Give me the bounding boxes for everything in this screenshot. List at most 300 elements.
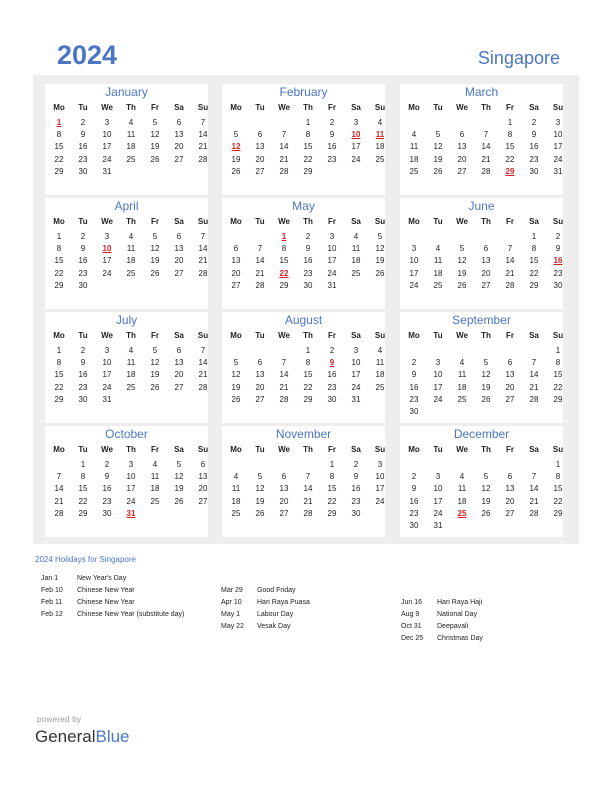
day-cell: 29 xyxy=(553,394,563,404)
weekday-header: Th xyxy=(481,217,491,226)
day-cell: 21 xyxy=(529,382,539,392)
day-cell: 18 xyxy=(409,154,419,164)
weekday-header: Sa xyxy=(529,217,539,226)
day-cell: 11 xyxy=(375,358,385,368)
day-cell: 28 xyxy=(198,382,208,392)
weekday-header: We xyxy=(101,217,113,226)
day-cell: 23 xyxy=(327,382,337,392)
day-cell: 21 xyxy=(279,154,289,164)
day-cell: 29 xyxy=(303,394,313,404)
month-name: January xyxy=(105,85,148,99)
weekday-header: Sa xyxy=(174,331,184,340)
day-cell: 19 xyxy=(174,484,184,494)
weekday-header: Mo xyxy=(230,445,242,454)
day-cell: 14 xyxy=(198,358,208,368)
day-cell: 8 xyxy=(305,358,311,368)
day-cell: 26 xyxy=(433,166,443,176)
weekday-header: Fr xyxy=(328,445,336,454)
month-october xyxy=(45,426,208,537)
weekday-header: Mo xyxy=(230,331,242,340)
day-cell: 20 xyxy=(279,496,289,506)
day-cell: 15 xyxy=(279,256,289,266)
day-cell: 29 xyxy=(303,166,313,176)
day-cell: 9 xyxy=(353,472,359,482)
day-cell: 6 xyxy=(200,460,206,469)
day-cell: 12 xyxy=(150,244,160,254)
day-cell: 7 xyxy=(200,346,206,355)
day-cell: 4 xyxy=(459,472,465,482)
holiday-day-cell: 1 xyxy=(281,232,287,241)
day-cell: 14 xyxy=(481,142,491,152)
day-cell: 23 xyxy=(303,268,313,278)
weekday-header: Th xyxy=(481,103,491,112)
day-cell: 25 xyxy=(150,496,160,506)
weekday-header: Tu xyxy=(433,217,443,226)
day-cell: 18 xyxy=(351,256,361,266)
day-cell: 4 xyxy=(411,130,417,140)
day-cell: 20 xyxy=(255,154,265,164)
weekday-header: We xyxy=(278,445,290,454)
day-cell: 5 xyxy=(233,358,239,368)
day-cell: 15 xyxy=(553,370,563,380)
day-cell: 26 xyxy=(174,496,184,506)
day-cell: 3 xyxy=(411,244,417,254)
day-cell: 28 xyxy=(529,508,539,518)
day-cell: 30 xyxy=(78,280,88,290)
day-cell: 13 xyxy=(457,142,467,152)
day-cell: 18 xyxy=(375,142,385,152)
weekday-header: We xyxy=(456,103,468,112)
holiday-row xyxy=(221,598,310,607)
day-cell: 5 xyxy=(152,118,158,127)
day-cell: 11 xyxy=(351,244,361,254)
day-cell: 21 xyxy=(54,496,64,506)
day-cell: 1 xyxy=(305,346,311,355)
day-cell: 26 xyxy=(375,268,385,278)
day-cell: 15 xyxy=(54,370,64,380)
day-cell: 15 xyxy=(505,142,515,152)
day-cell: 8 xyxy=(56,358,62,368)
month-april xyxy=(45,198,208,309)
day-cell: 24 xyxy=(553,154,563,164)
day-cell: 26 xyxy=(150,154,160,164)
day-cell: 20 xyxy=(174,370,184,380)
holiday-row xyxy=(221,586,296,595)
weekday-header: Fr xyxy=(151,331,159,340)
day-cell: 20 xyxy=(198,484,208,494)
holiday-name: Good Friday xyxy=(257,587,296,594)
day-cell: 21 xyxy=(529,496,539,506)
holiday-row xyxy=(221,622,290,631)
day-cell: 3 xyxy=(104,232,110,241)
holiday-date: Feb 12 xyxy=(41,611,63,618)
weekday-header: Th xyxy=(126,217,136,226)
logo-text-general: General xyxy=(35,727,96,746)
day-cell: 1 xyxy=(555,346,561,355)
day-cell: 1 xyxy=(56,346,62,355)
day-cell: 29 xyxy=(54,166,64,176)
weekday-header: Su xyxy=(374,217,386,226)
day-cell: 7 xyxy=(507,244,513,254)
holiday-day-cell: 12 xyxy=(231,142,241,152)
day-cell: 6 xyxy=(176,118,182,127)
month-august xyxy=(222,312,385,423)
day-cell: 9 xyxy=(555,244,561,254)
day-cell: 26 xyxy=(150,268,160,278)
holiday-date: Jan 1 xyxy=(41,575,59,582)
day-cell: 29 xyxy=(54,280,64,290)
day-cell: 31 xyxy=(351,394,361,404)
day-cell: 20 xyxy=(505,496,515,506)
weekday-header: Su xyxy=(197,445,209,454)
day-cell: 13 xyxy=(279,484,289,494)
day-cell: 17 xyxy=(102,370,112,380)
day-cell: 4 xyxy=(128,118,134,127)
holiday-row xyxy=(221,610,293,619)
day-cell: 31 xyxy=(433,521,443,530)
day-cell: 1 xyxy=(56,232,62,241)
weekday-header: Mo xyxy=(230,103,242,112)
day-cell: 2 xyxy=(411,472,417,482)
day-cell: 5 xyxy=(152,346,158,355)
day-cell: 19 xyxy=(231,382,241,392)
weekday-header: We xyxy=(101,331,113,340)
day-cell: 11 xyxy=(457,370,467,380)
day-cell: 16 xyxy=(327,370,337,380)
weekday-header: Su xyxy=(552,331,564,340)
day-cell: 6 xyxy=(233,244,239,254)
holiday-date: Oct 31 xyxy=(401,623,422,630)
day-cell: 17 xyxy=(351,370,361,380)
weekday-header: Fr xyxy=(151,103,159,112)
day-cell: 26 xyxy=(255,508,265,518)
day-cell: 16 xyxy=(351,484,361,494)
day-cell: 21 xyxy=(279,382,289,392)
day-cell: 15 xyxy=(78,484,88,494)
day-cell: 9 xyxy=(411,370,417,380)
day-cell: 19 xyxy=(255,496,265,506)
weekday-header: Tu xyxy=(78,331,88,340)
holiday-name: Chinese New Year (substitute day) xyxy=(77,611,185,618)
weekday-header: Tu xyxy=(255,103,265,112)
holiday-row xyxy=(41,598,135,607)
day-cell: 11 xyxy=(126,244,136,254)
day-cell: 24 xyxy=(102,382,112,392)
day-cell: 15 xyxy=(327,484,337,494)
day-cell: 8 xyxy=(56,130,62,140)
day-cell: 11 xyxy=(409,142,419,152)
day-cell: 9 xyxy=(411,484,417,494)
day-cell: 18 xyxy=(231,496,241,506)
day-cell: 6 xyxy=(176,232,182,241)
day-cell: 25 xyxy=(375,154,385,164)
holiday-date: Mar 29 xyxy=(221,587,243,594)
day-cell: 23 xyxy=(78,268,88,278)
day-cell: 2 xyxy=(80,118,86,127)
day-cell: 12 xyxy=(255,484,265,494)
day-cell: 11 xyxy=(126,358,136,368)
weekday-header: Th xyxy=(126,331,136,340)
weekday-header: We xyxy=(101,103,113,112)
day-cell: 29 xyxy=(279,280,289,290)
weekday-header: Mo xyxy=(408,103,420,112)
day-cell: 11 xyxy=(126,130,136,140)
day-cell: 1 xyxy=(555,460,561,469)
weekday-header: Tu xyxy=(433,445,443,454)
weekday-header: Fr xyxy=(328,217,336,226)
day-cell: 21 xyxy=(198,142,208,152)
holiday-name: Christmas Day xyxy=(437,635,483,642)
day-cell: 2 xyxy=(104,460,110,469)
day-cell: 5 xyxy=(483,472,489,482)
day-cell: 28 xyxy=(198,154,208,164)
day-cell: 7 xyxy=(531,472,537,482)
generalblue-logo[interactable] xyxy=(35,727,130,747)
day-cell: 19 xyxy=(150,370,160,380)
holiday-day-cell: 10 xyxy=(102,244,112,254)
weekday-header: Su xyxy=(197,103,209,112)
weekday-header: Su xyxy=(552,217,564,226)
day-cell: 17 xyxy=(102,142,112,152)
month-name: February xyxy=(279,85,328,99)
weekday-header: Th xyxy=(303,217,313,226)
day-cell: 25 xyxy=(375,382,385,392)
day-cell: 17 xyxy=(433,382,443,392)
powered-by-text: powered by xyxy=(37,715,82,724)
day-cell: 23 xyxy=(409,508,419,518)
day-cell: 8 xyxy=(56,244,62,254)
day-cell: 15 xyxy=(303,142,313,152)
day-cell: 12 xyxy=(433,142,443,152)
day-cell: 15 xyxy=(303,370,313,380)
day-cell: 1 xyxy=(531,232,537,241)
day-cell: 24 xyxy=(351,154,361,164)
day-cell: 12 xyxy=(375,244,385,254)
day-cell: 22 xyxy=(505,154,515,164)
weekday-header: Th xyxy=(303,445,313,454)
day-cell: 14 xyxy=(279,142,289,152)
month-name: March xyxy=(464,85,499,99)
weekday-header: We xyxy=(456,445,468,454)
day-cell: 27 xyxy=(457,166,467,176)
logo-text-blue: Blue xyxy=(95,727,130,746)
day-cell: 7 xyxy=(56,472,62,482)
day-cell: 24 xyxy=(126,496,136,506)
day-cell: 30 xyxy=(78,166,88,176)
holiday-row xyxy=(41,586,135,595)
weekday-header: Sa xyxy=(174,217,184,226)
holiday-row xyxy=(41,574,126,583)
day-cell: 20 xyxy=(255,382,265,392)
day-cell: 31 xyxy=(102,166,112,176)
day-cell: 25 xyxy=(231,508,241,518)
weekday-header: Sa xyxy=(351,217,361,226)
day-cell: 30 xyxy=(409,407,419,416)
weekday-header: Fr xyxy=(506,331,514,340)
weekday-header: Su xyxy=(374,103,386,112)
weekday-header: Mo xyxy=(53,331,65,340)
day-cell: 16 xyxy=(327,142,337,152)
day-cell: 5 xyxy=(152,232,158,241)
weekday-header: Sa xyxy=(529,445,539,454)
day-cell: 12 xyxy=(174,472,184,482)
day-cell: 18 xyxy=(126,142,136,152)
day-cell: 16 xyxy=(78,256,88,266)
day-cell: 10 xyxy=(327,244,337,254)
month-name: May xyxy=(292,199,315,213)
month-name: August xyxy=(284,313,323,327)
day-cell: 18 xyxy=(433,268,443,278)
day-cell: 21 xyxy=(303,496,313,506)
day-cell: 1 xyxy=(305,118,311,127)
day-cell: 14 xyxy=(198,130,208,140)
day-cell: 30 xyxy=(409,521,419,530)
day-cell: 3 xyxy=(353,346,359,355)
weekday-header: Sa xyxy=(351,445,361,454)
day-cell: 3 xyxy=(329,232,335,241)
month-june xyxy=(400,198,563,309)
day-cell: 9 xyxy=(80,130,86,140)
day-cell: 16 xyxy=(102,484,112,494)
day-cell: 10 xyxy=(433,484,443,494)
day-cell: 24 xyxy=(102,268,112,278)
holiday-day-cell: 10 xyxy=(351,130,361,140)
day-cell: 24 xyxy=(327,268,337,278)
holiday-date: Jun 16 xyxy=(401,599,423,606)
holiday-day-cell: 16 xyxy=(553,256,563,266)
day-cell: 4 xyxy=(353,232,359,241)
day-cell: 25 xyxy=(351,268,361,278)
weekday-header: Fr xyxy=(506,445,514,454)
weekday-header: Sa xyxy=(529,331,539,340)
day-cell: 22 xyxy=(78,496,88,506)
day-cell: 2 xyxy=(531,118,537,127)
weekday-header: Sa xyxy=(351,103,361,112)
day-cell: 6 xyxy=(507,358,513,368)
day-cell: 13 xyxy=(255,142,265,152)
day-cell: 31 xyxy=(553,166,563,176)
day-cell: 14 xyxy=(54,484,64,494)
day-cell: 3 xyxy=(555,118,561,127)
holiday-day-cell: 29 xyxy=(505,166,515,176)
day-cell: 4 xyxy=(377,346,383,355)
day-cell: 9 xyxy=(531,130,537,140)
day-cell: 5 xyxy=(483,358,489,368)
holiday-date: Dec 25 xyxy=(401,635,424,642)
weekday-header: Tu xyxy=(255,331,265,340)
month-name: November xyxy=(275,427,332,441)
day-cell: 19 xyxy=(481,496,491,506)
day-cell: 14 xyxy=(529,370,539,380)
day-cell: 2 xyxy=(80,232,86,241)
day-cell: 9 xyxy=(329,130,335,140)
day-cell: 13 xyxy=(231,256,241,266)
weekday-header: Mo xyxy=(408,331,420,340)
weekday-header: Tu xyxy=(255,217,265,226)
day-cell: 31 xyxy=(102,394,112,404)
day-cell: 5 xyxy=(257,472,263,482)
day-cell: 28 xyxy=(505,280,515,290)
day-cell: 14 xyxy=(198,244,208,254)
day-cell: 27 xyxy=(231,280,241,290)
weekday-header: Th xyxy=(303,103,313,112)
day-cell: 2 xyxy=(353,460,359,469)
day-cell: 16 xyxy=(409,496,419,506)
day-cell: 23 xyxy=(78,382,88,392)
day-cell: 30 xyxy=(351,508,361,518)
day-cell: 30 xyxy=(303,280,313,290)
month-name: June xyxy=(468,199,495,213)
day-cell: 3 xyxy=(353,118,359,127)
day-cell: 27 xyxy=(255,394,265,404)
day-cell: 8 xyxy=(329,472,335,482)
calendar-panel xyxy=(33,75,579,544)
day-cell: 2 xyxy=(329,118,335,127)
day-cell: 18 xyxy=(150,484,160,494)
weekday-header: Su xyxy=(197,217,209,226)
day-cell: 23 xyxy=(529,154,539,164)
day-cell: 12 xyxy=(231,370,241,380)
day-cell: 27 xyxy=(505,394,515,404)
weekday-header: Sa xyxy=(529,103,539,112)
day-cell: 18 xyxy=(457,496,467,506)
day-cell: 24 xyxy=(433,508,443,518)
day-cell: 28 xyxy=(279,166,289,176)
day-cell: 9 xyxy=(104,472,110,482)
weekday-header: Th xyxy=(126,103,136,112)
day-cell: 23 xyxy=(102,496,112,506)
day-cell: 4 xyxy=(435,244,441,254)
holiday-day-cell: 11 xyxy=(375,130,385,140)
day-cell: 22 xyxy=(529,268,539,278)
day-cell: 7 xyxy=(305,472,311,482)
month-december xyxy=(400,426,563,537)
month-march xyxy=(400,84,563,195)
day-cell: 30 xyxy=(102,508,112,518)
day-cell: 27 xyxy=(174,268,184,278)
weekday-header: We xyxy=(456,331,468,340)
day-cell: 13 xyxy=(174,358,184,368)
weekday-header: Tu xyxy=(433,103,443,112)
day-cell: 28 xyxy=(279,394,289,404)
day-cell: 22 xyxy=(553,382,563,392)
day-cell: 22 xyxy=(303,154,313,164)
day-cell: 23 xyxy=(409,394,419,404)
day-cell: 11 xyxy=(457,484,467,494)
day-cell: 16 xyxy=(409,382,419,392)
day-cell: 22 xyxy=(327,496,337,506)
day-cell: 27 xyxy=(174,154,184,164)
day-cell: 8 xyxy=(555,472,561,482)
day-cell: 26 xyxy=(481,508,491,518)
weekday-header: Fr xyxy=(328,331,336,340)
weekday-header: Su xyxy=(197,331,209,340)
holiday-name: Hari Raya Haji xyxy=(437,599,483,606)
day-cell: 10 xyxy=(375,472,385,482)
day-cell: 18 xyxy=(457,382,467,392)
day-cell: 20 xyxy=(174,256,184,266)
weekday-header: Mo xyxy=(53,103,65,112)
month-january xyxy=(45,84,208,195)
weekday-header: Mo xyxy=(53,217,65,226)
day-cell: 28 xyxy=(481,166,491,176)
day-cell: 16 xyxy=(529,142,539,152)
day-cell: 30 xyxy=(529,166,539,176)
day-cell: 8 xyxy=(507,130,513,140)
day-cell: 13 xyxy=(481,256,491,266)
holiday-row xyxy=(401,598,482,607)
holiday-day-cell: 25 xyxy=(457,508,467,518)
